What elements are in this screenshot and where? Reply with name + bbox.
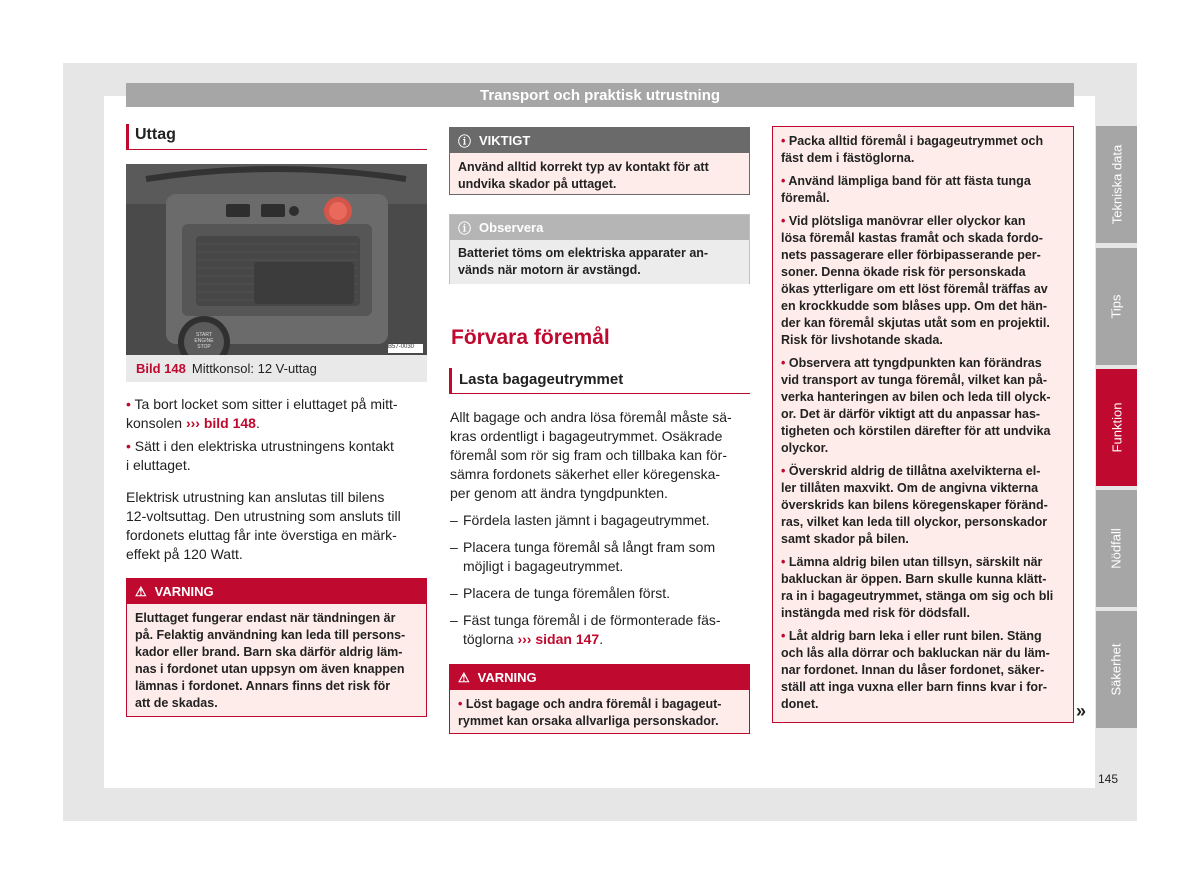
text-line-content: nar fordonet. Innan du låser fordonet, säker- — [781, 663, 1045, 677]
text-line — [781, 571, 1065, 588]
tab-label: Tekniska data — [1109, 144, 1124, 225]
figure-code: B57-0030 — [388, 344, 415, 350]
text-line-content: nets passagerare eller förbipasserande per- — [781, 248, 1041, 262]
text-line-content: Packa alltid föremål i bagageutrymmet och — [788, 134, 1044, 148]
warning-list-item — [781, 133, 1065, 167]
text-line-content: or. Det är därför viktigt att du anpassar has- — [781, 407, 1041, 421]
dash-item: – Fäst tunga föremål i de förmonterade fäs- töglorna ››› sidan 147. — [450, 612, 721, 647]
tab-funktion[interactable] — [1096, 369, 1137, 486]
tab-nodfall[interactable] — [1096, 490, 1137, 607]
console-illustration — [126, 164, 427, 355]
text-line-content: ökas ytterligare om ett löst föremål träffas av — [781, 282, 1048, 296]
figure-caption — [126, 355, 427, 382]
text-line-content: föremål. — [781, 191, 830, 205]
text-line: föremål som rör sig fram och tillbaka kan för- — [450, 447, 727, 463]
text-line — [781, 423, 1065, 440]
text-line-content: ras, vilket kan leda till olyckor, personskador — [781, 515, 1048, 529]
text-line — [781, 440, 1065, 457]
important-label: VIKTIGT — [479, 133, 531, 148]
warning-box — [449, 664, 750, 734]
warning-list-item — [781, 213, 1065, 349]
warning-list-item — [781, 463, 1065, 548]
punctuation: . — [599, 631, 604, 647]
bullet: • — [781, 356, 789, 370]
body-paragraph — [450, 408, 750, 503]
text-line: att de skadas. — [135, 696, 218, 710]
text-line — [781, 662, 1065, 679]
text-line-content: olyckor. — [781, 441, 829, 455]
section-title-forvara: Förvara föremål — [451, 326, 610, 349]
warning-label: VARNING — [154, 584, 214, 599]
text-line — [781, 696, 1065, 713]
text-line — [781, 480, 1065, 497]
text-line: undvika skador på uttaget. — [458, 177, 617, 191]
text-line — [781, 645, 1065, 662]
warning-list-item — [781, 355, 1065, 457]
instruction-list — [126, 395, 427, 475]
list-item-text: i eluttaget. — [126, 457, 191, 473]
text-line-content: Observera att tyngdpunkten kan förändras — [788, 356, 1042, 370]
dash-item-text: Placera de tunga föremålen först. — [463, 585, 671, 601]
dash-list — [450, 511, 750, 649]
text-line — [781, 463, 1065, 480]
dash-item-text: töglorna — [463, 631, 514, 647]
text-line: rymmet kan orsaka allvarliga personskador. — [458, 714, 719, 728]
list-item-cont — [126, 414, 427, 433]
tab-label: Säkerhet — [1109, 643, 1125, 696]
text-line-content: Låt aldrig barn leka i eller runt bilen. Stäng — [788, 629, 1042, 643]
bullet: • — [781, 629, 789, 643]
continue-mark: » — [1076, 701, 1087, 721]
text-line-content: och lås alla dörrar och bakluckan när du läm- — [781, 646, 1050, 660]
text-line — [781, 230, 1065, 247]
list-item: • Sätt i den elektriska utrustningens kontakt — [126, 438, 394, 454]
tab-label: Nödfall — [1109, 528, 1124, 569]
text-line: per genom att ändra tyngdpunkten. — [450, 485, 668, 501]
note-box — [449, 214, 750, 284]
figure-label: Bild 148 — [136, 361, 186, 376]
start-button-label: START ENGINE STOP — [194, 332, 214, 350]
body-paragraph — [126, 488, 427, 564]
text-line: fordonets eluttag får inte överstiga en märk- — [126, 527, 397, 543]
bullet: • — [781, 555, 789, 569]
list-item-text: konsolen — [126, 415, 183, 431]
warning-list-item — [781, 554, 1065, 622]
tab-label: Funktion — [1109, 402, 1124, 453]
text-line — [781, 531, 1065, 548]
text-line — [781, 190, 1065, 207]
text-line-content: vid transport av tunga föremål, vilket kan på- — [781, 373, 1048, 387]
text-line-content: Använd lämpliga band för att fästa tunga — [788, 174, 1031, 188]
figure-ref-link[interactable]: ››› bild 148 — [185, 415, 256, 431]
text-line-content: samt skador på bilen. — [781, 532, 909, 546]
warning-box — [126, 578, 427, 717]
section-title-uttag: Uttag — [126, 124, 427, 150]
chapter-title: Transport och praktisk utrustning — [479, 86, 721, 104]
warning-list-item — [781, 173, 1065, 207]
text-line-content: Löst bagage och andra föremål i bagageut- — [465, 697, 722, 711]
warning-header — [127, 579, 426, 604]
figure-center-console — [126, 164, 427, 355]
text-line-content: donet. — [781, 697, 819, 711]
text-line-content: Lämna aldrig bilen utan tillsyn, särskilt när — [788, 555, 1043, 569]
list-item-cont — [126, 456, 427, 475]
bullet: • — [781, 174, 789, 188]
info-circle-icon: ⓘ — [458, 134, 472, 149]
text-line: Allt bagage och andra lösa föremål måste sä- — [450, 409, 732, 425]
text-line — [781, 264, 1065, 281]
text-line — [781, 332, 1065, 349]
dash-item-text: Fördela lasten jämnt i bagageutrymmet. — [463, 512, 710, 528]
page-number: 145 — [1098, 772, 1119, 786]
text-line: • Löst bagage och andra föremål i bagageut- — [458, 697, 722, 711]
text-line-content: soner. Denna ökade risk för personskada — [781, 265, 1026, 279]
text-line: effekt på 120 Watt. — [126, 546, 243, 562]
note-label: Observera — [479, 220, 544, 235]
text-line-content: instängda med risk för dödsfall. — [781, 606, 970, 620]
warning-label: VARNING — [477, 670, 537, 685]
text-line-content: Överskrid aldrig de tillåtna axelvikterna el- — [788, 464, 1041, 478]
list-item-text: Ta bort locket som sitter i eluttaget på mitt- — [134, 396, 398, 412]
text-line-content: tigheten och körstilen därefter för att undvika — [781, 424, 1051, 438]
important-body — [450, 153, 749, 199]
text-line: Använd alltid korrekt typ av kontakt för att — [458, 160, 709, 174]
text-line-content: ra in i bagageutrymmet, stänga om sig och bli — [781, 589, 1054, 603]
dash-item: – Placera de tunga föremålen först. — [450, 585, 671, 601]
text-line — [781, 133, 1065, 150]
warning-list — [781, 133, 1065, 713]
info-icon: ⓘ — [458, 221, 472, 236]
tab-tekniska-data[interactable] — [1096, 126, 1137, 243]
tab-tips[interactable] — [1096, 248, 1137, 365]
important-header — [450, 128, 749, 153]
chapter-header — [126, 83, 1074, 107]
text-line — [781, 497, 1065, 514]
text-line — [781, 355, 1065, 372]
tab-label: Tips — [1108, 294, 1124, 319]
text-line-content: ler tillåten maxvikt. Om de angivna vikterna — [781, 481, 1039, 495]
figure-caption-text: Mittkonsol: 12 V-uttag — [191, 361, 317, 376]
warning-body — [450, 690, 749, 736]
punctuation: . — [255, 415, 260, 431]
text-line — [781, 554, 1065, 571]
bullet: • — [781, 214, 789, 228]
list-item-text: Sätt i den elektriska utrustningens kontakt — [134, 438, 394, 454]
text-line — [781, 628, 1065, 645]
bullet: • — [781, 464, 789, 478]
note-body — [450, 240, 749, 284]
warning-icon: ⚠ — [135, 583, 147, 599]
text-line — [781, 247, 1065, 264]
text-line: 12-voltsuttag. Den utrustning som ansluts till — [126, 508, 401, 524]
bullet: • — [781, 134, 789, 148]
dash-item-text: Placera tunga föremål så långt fram som — [463, 539, 716, 555]
warning-header — [450, 665, 749, 690]
text-line — [781, 406, 1065, 423]
text-line: lämnas i fordonet. Annars finns det risk för — [135, 679, 391, 693]
text-line-content: en krockkudde som blåses upp. Om det hän- — [781, 299, 1048, 313]
text-line: Elektrisk utrustning kan anslutas till bilens — [126, 489, 385, 505]
text-line: på. Felaktig användning kan leda till persons- — [135, 628, 406, 642]
text-line — [781, 213, 1065, 230]
text-line — [781, 588, 1065, 605]
dash-item: – Placera tunga föremål så långt fram som möjligt i bagageutrymmet. — [450, 539, 716, 574]
text-line — [781, 298, 1065, 315]
text-line: nas i fordonet utan uppsyn om även knappen — [135, 662, 405, 676]
text-line-content: överskrids kan bilens köregenskaper föränd- — [781, 498, 1048, 512]
text-line: Batteriet töms om elektriska apparater an- — [458, 246, 709, 260]
warning-body — [127, 604, 426, 718]
tab-sakerhet[interactable] — [1096, 611, 1137, 728]
warning-list-item — [781, 628, 1065, 713]
warning-icon: ⚠ — [458, 669, 470, 685]
text-line — [781, 173, 1065, 190]
dash-item-text: möjligt i bagageutrymmet. — [463, 558, 624, 574]
text-line — [781, 372, 1065, 389]
text-line: Eluttaget fungerar endast när tändningen är — [135, 611, 396, 625]
subsection-title: Lasta bagageutrymmet — [449, 368, 750, 394]
text-line-content: der kan föremål skjutas utåt som en projektil. — [781, 316, 1050, 330]
dash-item-text: Fäst tunga föremål i de förmonterade fäs- — [463, 612, 721, 628]
text-line-content: verka hanteringen av bilen och leda till olyck- — [781, 390, 1051, 404]
text-line-content: Risk för livshotande skada. — [781, 333, 943, 347]
page-ref-link[interactable]: ››› sidan 147 — [517, 631, 600, 647]
text-line — [781, 389, 1065, 406]
text-line — [781, 605, 1065, 622]
text-line — [781, 315, 1065, 332]
list-item: • Ta bort locket som sitter i eluttaget på mitt- — [126, 396, 398, 412]
text-line: sämra fordonets säkerhet eller köregenska- — [450, 466, 721, 482]
dash-item: – Fördela lasten jämnt i bagageutrymmet. — [450, 512, 710, 528]
text-line-content: Vid plötsliga manövrar eller olyckor kan — [788, 214, 1026, 228]
text-line — [781, 514, 1065, 531]
text-line: kador eller brand. Barn ska därför aldrig läm- — [135, 645, 403, 659]
text-line-content: ställ att inga vuxna eller barn finns kvar i for- — [781, 680, 1048, 694]
warning-continued-box — [772, 126, 1074, 723]
text-line — [781, 150, 1065, 167]
text-line-content: lösa föremål kastas framåt och skada fordo- — [781, 231, 1043, 245]
text-line: vänds när motorn är avstängd. — [458, 263, 641, 277]
important-box — [449, 127, 750, 195]
text-line — [781, 679, 1065, 696]
text-line-content: bakluckan är öppen. Barn skulle kunna klätt- — [781, 572, 1047, 586]
text-line — [781, 281, 1065, 298]
note-header — [450, 215, 749, 240]
text-line-content: fäst dem i fästöglorna. — [781, 151, 915, 165]
text-line: kras ordentligt i bagageutrymmet. Osäkrade — [450, 428, 723, 444]
